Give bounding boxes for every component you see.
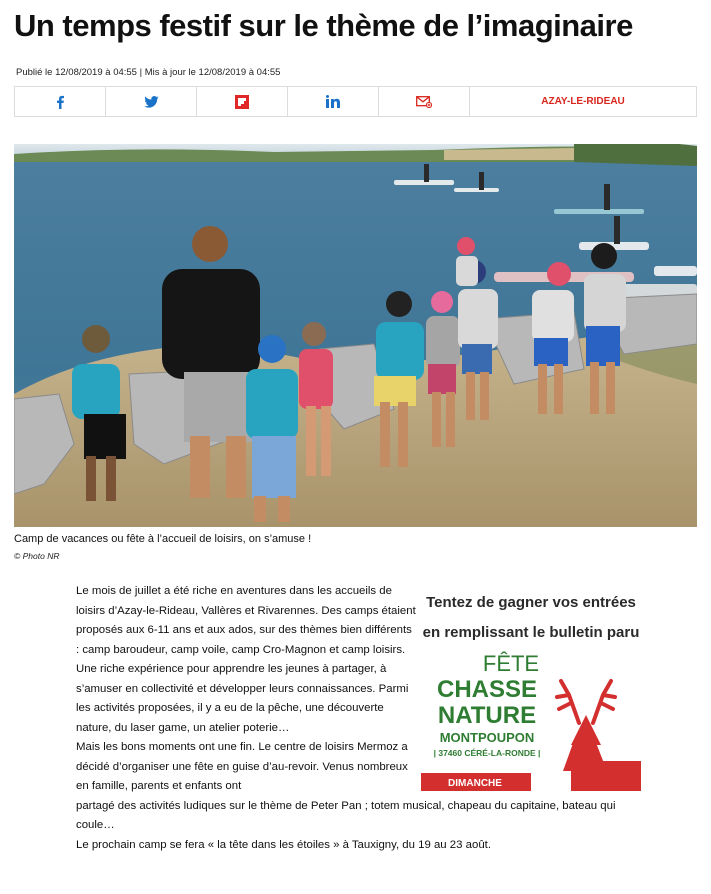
photo-credit: © Photo NR bbox=[14, 551, 60, 561]
share-facebook-button[interactable] bbox=[15, 87, 106, 116]
advertisement[interactable] bbox=[421, 585, 641, 791]
article-title: Un temps festif sur le thème de l’imaginaire bbox=[14, 8, 633, 43]
ad-dimanche: DIMANCHE bbox=[448, 778, 502, 789]
ad-line-2: en remplissant le bulletin paru bbox=[422, 624, 640, 641]
share-email-button[interactable] bbox=[379, 87, 470, 116]
ad-chasse: CHASSE bbox=[436, 676, 538, 703]
ad-nature: NATURE bbox=[437, 702, 537, 729]
facebook-icon bbox=[55, 95, 65, 109]
share-flipboard-button[interactable] bbox=[197, 87, 288, 116]
share-linkedin-button[interactable] bbox=[288, 87, 379, 116]
paragraph: Mais les bons moments ont une fin. Le centre de loisirs Mermoz a décidé d’organiser une fête en guise d’au-revoir. Venus nombreux en famille, parents et enfants ont bbox=[76, 741, 408, 792]
ad-fete: FÊTE bbox=[482, 651, 540, 676]
publication-meta: Publié le 12/08/2019 à 04:55 | Mis à jour le 12/08/2019 à 04:55 bbox=[16, 67, 281, 78]
share-twitter-button[interactable] bbox=[106, 87, 197, 116]
ad-banner bbox=[421, 585, 641, 791]
article-photo bbox=[14, 144, 697, 527]
share-bar bbox=[14, 86, 697, 117]
tag-label: AZAY-LE-RIDEAU bbox=[541, 96, 625, 107]
email-icon bbox=[416, 96, 432, 108]
flipboard-icon bbox=[235, 95, 249, 109]
twitter-icon bbox=[144, 96, 159, 108]
photo-illustration bbox=[14, 144, 697, 527]
ad-montpoupon: MONTPOUPON bbox=[439, 730, 535, 745]
tag-link-azay-le-rideau[interactable] bbox=[470, 87, 696, 116]
linkedin-icon bbox=[326, 95, 340, 108]
ad-location: | 37460 CÉRÉ-LA-RONDE | bbox=[433, 748, 541, 758]
paragraph: Le prochain camp se fera « la tête dans les étoiles » à Tauxigny, du 19 au 23 août. bbox=[76, 838, 491, 851]
paragraph: Le mois de juillet a été riche en aventures dans les accueils de loisirs d’Azay-le-Rideau, Vallères et Rivarennes. Des camps étaient proposés aux 6-11 ans et aux ados, sur des thèmes bien différents : camp baroudeur, camp voile, camp Cro-Magnon et camp loisirs. Une riche expérience pour apprendre les jeunes à partager, à s’amuser en collectivité et développer leurs connaissances. Parmi les activités proposées, il y a eu de la pêche, une découverte nature, du laser game, un atelier poterie… bbox=[76, 585, 416, 734]
paragraph: partagé des activités ludiques sur le thème de Peter Pan ; totem musical, chapeau du capitaine, bateau qui coule… bbox=[76, 799, 616, 831]
ad-line-1: Tentez de gagner vos entrées bbox=[426, 594, 636, 611]
photo-caption: Camp de vacances ou fête à l’accueil de loisirs, on s’amuse ! bbox=[14, 533, 312, 545]
